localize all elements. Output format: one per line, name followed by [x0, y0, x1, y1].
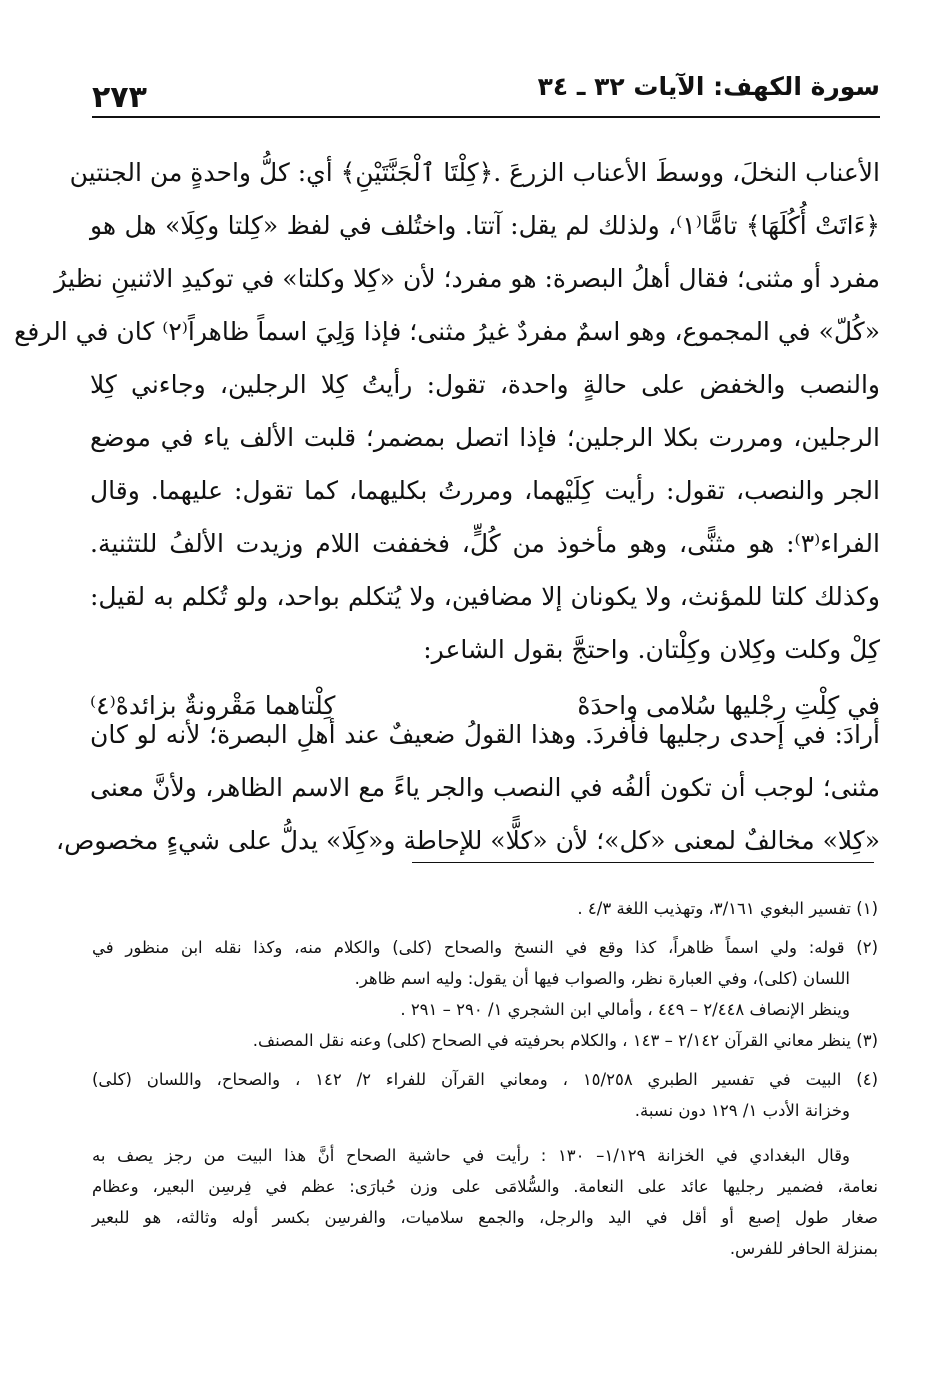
verse-first-hemistich: في كِلْتِ رِجْليها سُلامى واحدَهْ: [577, 691, 880, 720]
text-line: ﴿ءَاتَتْ أُكُلَهَا﴾ تامًّا⁽١⁾، ولذلك لم يقل: آتتا. واختُلف في لفظ «كِلتا وكِلَا» هل هو: [90, 211, 881, 240]
text-line: الأعناب النخلَ، ووسطَ الأعناب الزرعَ .﴿كِلْتَا ٱلْجَنَّتَيْنِ﴾ أي: كلُّ واحدةٍ من الجنتين: [69, 158, 880, 187]
footnote-2-cont: وينظر الإنصاف ٢/٤٤٨ – ٤٤٩ ، وأمالي ابن الشجري ١/ ٢٩٠ – ٢٩١ .: [400, 1000, 850, 1019]
text-line: الفراء⁽٣⁾: هو مثنًّى، وهو مأخوذ من كُلٍّ، فخففت اللام وزيدت الألفُ للتثنية.: [90, 529, 880, 558]
footnote-4: (٤) البيت في تفسير الطبري ١٥/٢٥٨ ، ومعاني القرآن للفراء ٢/ ١٤٢ ، والصحاح، واللسان (كلى): [92, 1070, 878, 1089]
footnote-4-cont: وقال البغدادي في الخزانة ١/١٢٩– ١٣٠ : رأيت في حاشية الصحاح أنَّ هذا البيت من رجز يصف به: [92, 1146, 850, 1165]
main-text-continued: [56, 708, 880, 867]
main-text: [14, 146, 881, 736]
page-header: [92, 62, 880, 122]
text-line: مفرد أو مثنى؛ فقال أهلُ البصرة: هو مفرد؛ لأن «كِلا وكلتا» في توكيدِ الاثنينِ نظيرُ: [54, 264, 880, 293]
text-line: الجر والنصب، تقول: رأيت كِلَيْهما، ومررتُ بكليهما، كما تقول: عليهما. وقال: [90, 476, 880, 505]
text-line: أرادَ: في إحدى رجليها فأفردَ. وهذا القولُ ضعيفٌ عند أهلِ البصرة؛ لأنه لو كان: [90, 720, 880, 749]
text-line: الرجلين، ومررت بكلا الرجلين؛ فإذا اتصل بمضمر؛ قلبت الألف ياء في موضع: [90, 423, 880, 452]
running-head-title: سورة الكهف: الآيات ٣٢ ـ ٣٤: [537, 72, 880, 101]
text-line: والنصب والخفض على حالةٍ واحدة، تقول: رأيتُ كِلا الرجلين، وجاءني كِلا: [90, 370, 880, 399]
footnote-4-cont: صغار طول إصبع أو أقل في اليد والرجل، والجمع سلاميات، والفرسِن بكسر أوله وثالثه، هو للبعير: [92, 1208, 878, 1227]
footnote-1: (١) تفسير البغوي ٣/١٦١، وتهذيب اللغة ٤/٣ .: [577, 899, 878, 918]
header-rule: [92, 116, 880, 118]
footnote-4-cont: نعامة، فضمير رجليها عائد على النعامة. والسُّلامَى على وزن حُبارَى: عظم في فِرسِن البعير، وعظام: [92, 1177, 878, 1196]
footnotes: [92, 893, 878, 1264]
text-line: وكذلك كلتا للمؤنث، ولا يكونان إلا مضافين، ولا يُتكلم بواحد، ولو تُكلم به لقيل:: [90, 582, 880, 611]
footnote-3: (٣) ينظر معاني القرآن ٢/١٤٢ – ١٤٣ ، والكلام بحرفيته في الصحاح (كلى) وعنه نقل المصنف.: [252, 1031, 878, 1050]
text-line: كِلْ وكلت وكِلان وكِلْتان. واحتجَّ بقول الشاعر:: [423, 635, 880, 664]
page-number: ٢٧٣: [92, 80, 147, 115]
footnote-4-cont: بمنزلة الحافر للفرس.: [729, 1239, 878, 1258]
footnote-2: (٢) قوله: ولي اسماً ظاهراً، كذا وقع في النسخ والصحاح (كلى) والكلام منه، وكذا نقله ابن منظور في: [92, 938, 878, 957]
text-line: مثنى؛ لوجب أن تكون ألفُه في النصب والجر ياءً مع الاسم الظاهر، ولأنَّ معنى: [90, 773, 880, 802]
text-line: «كِلا» مخالفٌ لمعنى «كل»؛ لأن «كلًّا» للإحاطة و«كِلَا» يدلُّ على شيءٍ مخصوص،: [56, 826, 880, 855]
verse-second-hemistich: كِلْتاهما مَقْرونةٌ بزائدهْ⁽٤⁾: [90, 691, 336, 720]
footnote-4-cont: وخزانة الأدب ١/ ١٢٩ دون نسبة.: [634, 1101, 850, 1120]
footnote-2-cont: اللسان (كلى)، وفي العبارة نظر، والصواب فيها أن يقول: وليه اسم ظاهر.: [354, 969, 850, 988]
text-line: «كُلّ» في المجموع، وهو اسمٌ مفردٌ غيرُ مثنى؛ فإذا وَلِيَ اسماً ظاهراً⁽٢⁾ كان في الرفع: [14, 317, 880, 346]
footnote-separator: [412, 862, 874, 863]
